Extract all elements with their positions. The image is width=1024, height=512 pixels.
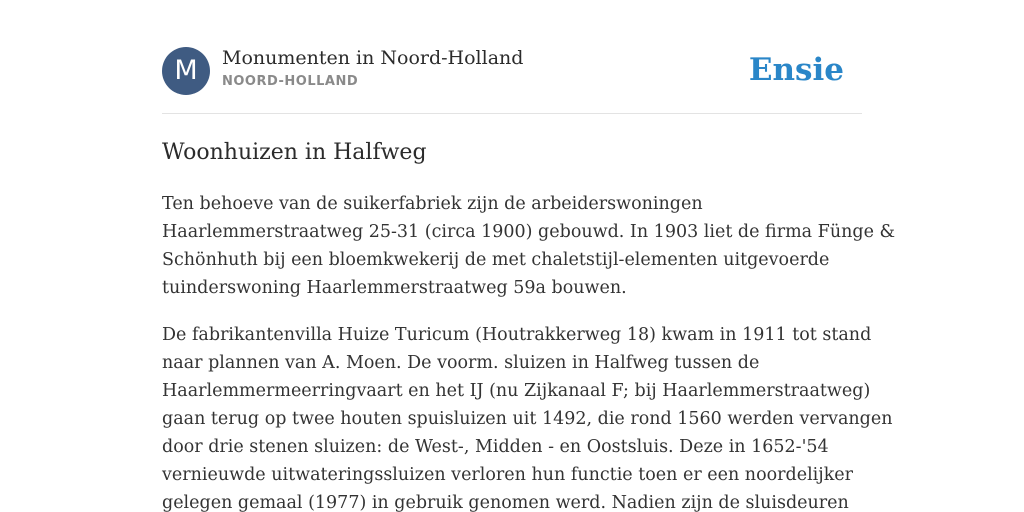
- article-title: Woonhuizen in Halfweg: [162, 140, 427, 165]
- paragraph-line: Ten behoeve van de suikerfabriek zijn de arbeiderswoningen: [162, 194, 703, 214]
- header-divider: [162, 113, 862, 114]
- channel-title-link[interactable]: Monumenten in Noord-Holland: [222, 47, 524, 69]
- paragraph-line: Haarlemmermeerringvaart en het IJ (nu Zijkanaal F; bij Haarlemmerstraatweg): [162, 381, 871, 401]
- paragraph-line: door drie stenen sluizen: de West-, Midden - en Oostsluis. Deze in 1652-'54: [162, 437, 829, 457]
- paragraph-line: naar plannen van A. Moen. De voorm. sluizen in Halfweg tussen de: [162, 353, 760, 373]
- paragraph-line: gelegen gemaal (1977) in gebruik genomen werd. Nadien zijn de sluisdeuren: [162, 493, 849, 512]
- avatar[interactable]: M: [162, 47, 210, 95]
- channel-subtitle: NOORD-HOLLAND: [222, 74, 359, 89]
- paragraph-line: gaan terug op twee houten spuisluizen uit 1492, die rond 1560 werden vervangen: [162, 409, 893, 429]
- article-paragraph-1: [162, 190, 896, 302]
- paragraph-line: tuinderswoning Haarlemmerstraatweg 59a bouwen.: [162, 278, 627, 298]
- paragraph-line: De fabrikantenvilla Huize Turicum (Houtrakkerweg 18) kwam in 1911 tot stand: [162, 325, 872, 345]
- paragraph-line: Schönhuth bij een bloemkwekerij de met chaletstijl-elementen uitgevoerde: [162, 250, 830, 270]
- ensie-logo[interactable]: Ensie: [748, 52, 844, 88]
- article-paragraph-2: [162, 321, 893, 512]
- paragraph-line: vernieuwde uitwateringssluizen verloren hun functie toen er een noordelijker: [162, 465, 854, 485]
- channel-header: [162, 46, 862, 96]
- paragraph-line: Haarlemmerstraatweg 25-31 (circa 1900) gebouwd. In 1903 liet de firma Fünge &: [162, 222, 896, 242]
